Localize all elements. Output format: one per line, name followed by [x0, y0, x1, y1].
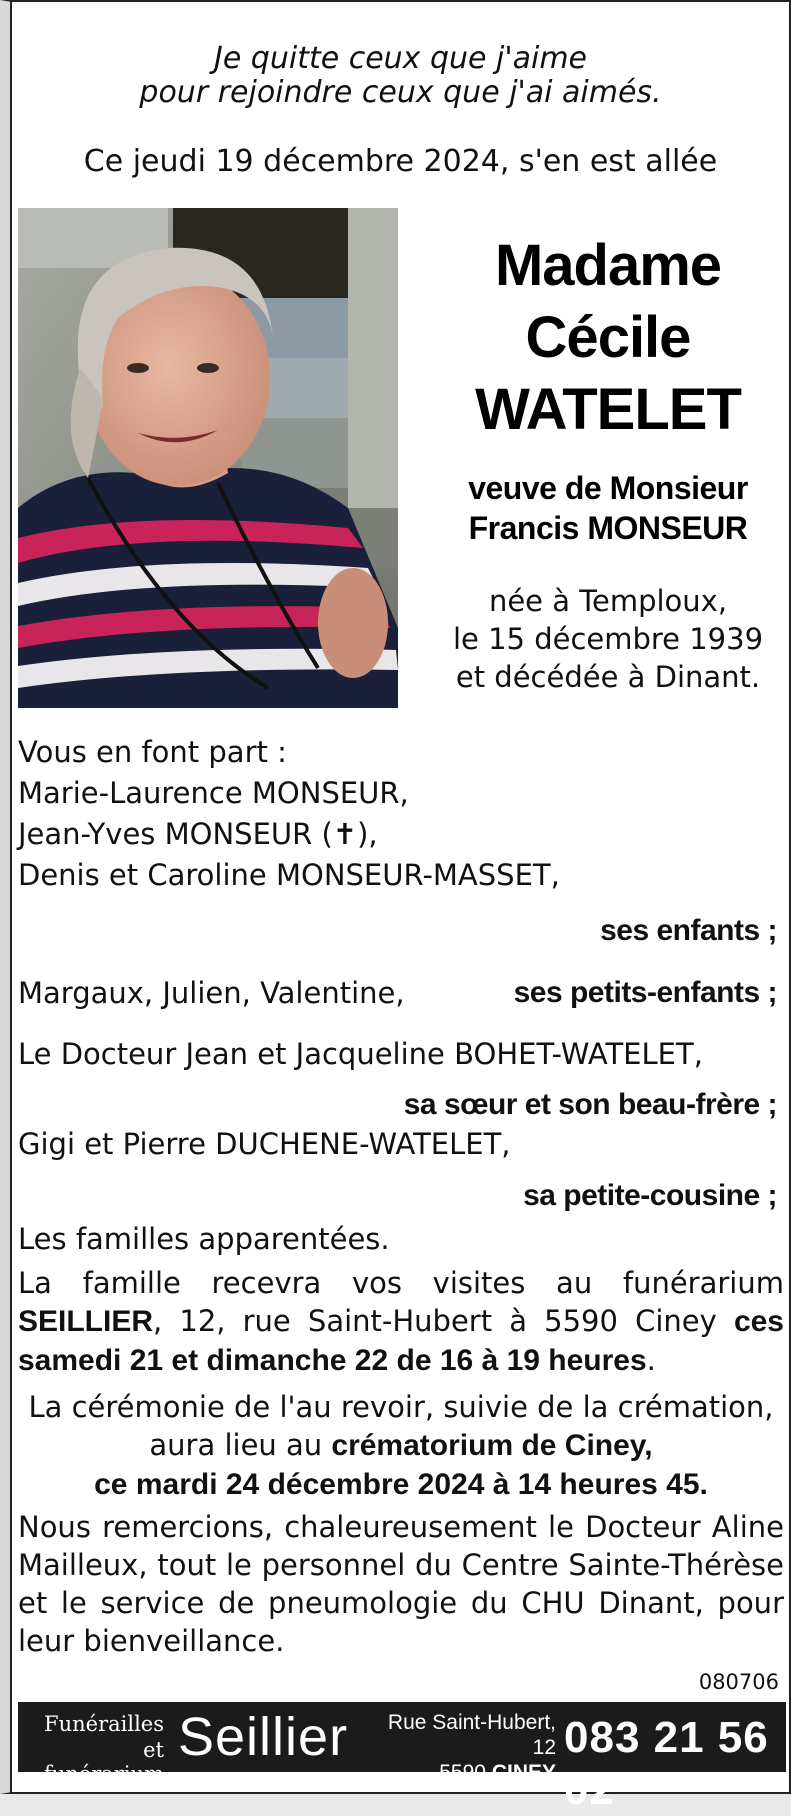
deceased-title: Madame [494, 233, 722, 298]
born-line-2: le 15 décembre 1939 [452, 622, 764, 656]
family-child-3: Denis et Caroline MONSEUR-MASSET, [18, 858, 560, 892]
relation-cousin: sa petite-cousine ; [523, 1179, 777, 1212]
ceremony-line-1: La cérémonie de l'au revoir, suivie de la crémation, [28, 1390, 774, 1424]
footer-small-line-1: Funérailles [44, 1712, 164, 1736]
portrait-photo [18, 208, 398, 708]
born-line-3: et décédée à Dinant. [455, 660, 761, 694]
quote-line-1: Je quitte ceux que j'aime [213, 41, 588, 76]
footer-brand: Seillier [178, 1707, 349, 1767]
footer-address-2-bold: CINEY [491, 1761, 556, 1784]
family-relatives: Les familles apparentées. [18, 1222, 390, 1256]
footer-address [386, 1710, 556, 1785]
visits-bold-1: SEILLIER [18, 1305, 154, 1338]
footer-small-line-2: et funérarium [43, 1738, 164, 1786]
family-cousin: Gigi et Pierre DUCHENE-WATELET, [18, 1127, 511, 1161]
family-grandchildren: Margaux, Julien, Valentine, [18, 976, 405, 1010]
visits-text-1: La famille recevra vos visites au funérarium [18, 1266, 784, 1300]
deceased-first-name: Cécile [525, 305, 691, 370]
family-child-1: Marie-Laurence MONSEUR, [18, 776, 409, 810]
deceased-last-name: WATELET [475, 377, 741, 442]
visits-text-3: . [646, 1343, 656, 1377]
visits-text-2: , 12, rue Saint-Hubert à 5590 Ciney [153, 1304, 734, 1338]
footer-address-1: Rue Saint-Hubert, 12 [387, 1711, 556, 1759]
thanks-paragraph: Nous remercions, chaleureusement le Docteur Aline Mailleux, tout le personnel du Centre Sainte-Thérèse et le service de pneumologie du CHU Dinant, pour leur bienveillance. [18, 1510, 784, 1658]
ceremony-line-2-text: aura lieu au [149, 1428, 332, 1462]
family-intro: Vous en font part : [18, 735, 287, 769]
reference-number: 080706 [698, 1670, 779, 1694]
family-sibling: Le Docteur Jean et Jacqueline BOHET-WATELET, [18, 1037, 703, 1071]
family-child-2: Jean-Yves MONSEUR (✝), [18, 817, 378, 851]
footer-address-2 [386, 1760, 556, 1785]
footer-phone: 083 21 56 02 [564, 1713, 769, 1814]
funeral-home-footer [18, 1702, 786, 1814]
birth-death-info [418, 582, 791, 696]
ceremony-line-2-bold: crématorium de Ciney, [331, 1429, 653, 1462]
portrait-illustration [18, 208, 398, 708]
ceremony-line-3 [18, 1465, 784, 1504]
relation-sibling: sa sœur et son beau-frère ; [403, 1088, 777, 1121]
relation-children: ses enfants ; [600, 914, 777, 947]
deceased-name [418, 230, 791, 446]
born-line-1: née à Temploux, [488, 584, 728, 618]
widow-line-1: veuve de Monsieur [468, 470, 748, 506]
footer-address-2-plain: 5590 [439, 1761, 492, 1784]
ceremony-line-3-bold: ce mardi 24 décembre 2024 à 14 heures 45. [94, 1468, 708, 1501]
visits-paragraph [18, 1264, 784, 1380]
widow-line-2: Francis MONSEUR [468, 510, 748, 546]
ceremony-paragraph [18, 1388, 784, 1504]
announcement: Ce jeudi 19 décembre 2024, s'en est allée [83, 144, 718, 179]
quote-line-2: pour rejoindre ceux que j'ai aimés. [139, 75, 662, 110]
ceremony-line-2 [18, 1426, 784, 1465]
relation-grandchildren: ses petits-enfants ; [513, 976, 777, 1009]
visits-bold-2: ces samedi 21 et dimanche 22 de 16 à 19 heures [18, 1305, 784, 1377]
widow-info [418, 468, 791, 548]
